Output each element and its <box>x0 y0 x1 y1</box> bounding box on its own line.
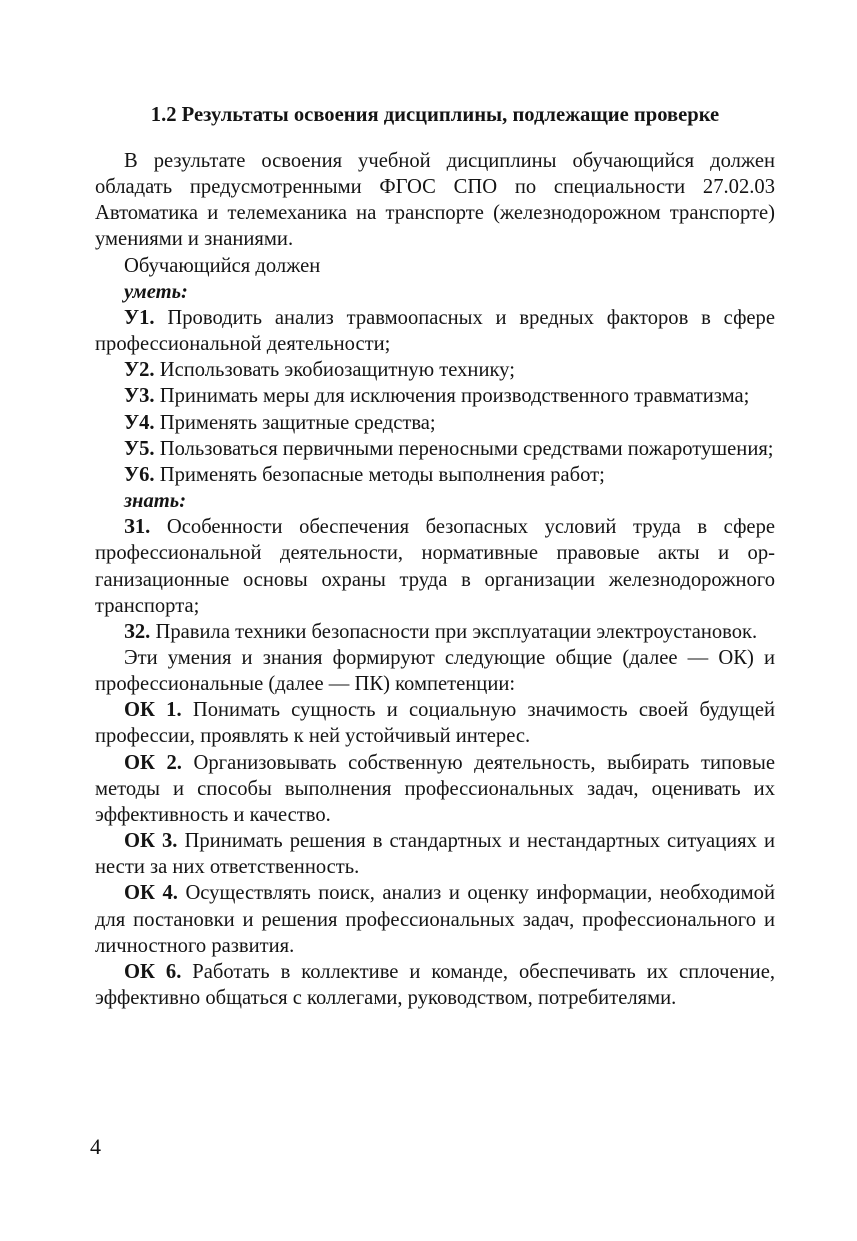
page-number: 4 <box>90 1134 101 1159</box>
item-text: Особенности обеспечения безопасных условий труда в сфере профессиональной деятельности, нормативные правовые акты и организационные основы охраны труда в организации железнодорожного транспорта; <box>95 516 776 617</box>
knowledge-list <box>95 514 775 645</box>
list-item <box>95 305 775 357</box>
competencies-list <box>95 697 775 1011</box>
intro-paragraph: В результате освоения учебной дисциплины обучающийся должен обладать предусмотренными ФГОС СПО по специальности 27.02.03 Автоматика и телемеханика на транспорте (железнодорожном транспорте) умениями и знаниями. <box>95 150 775 251</box>
item-text: Применять защитные средства; <box>159 411 436 434</box>
item-text: Правила техники безопасности при эксплуатации электроустановок. <box>155 620 758 643</box>
skills-list <box>95 305 775 488</box>
list-item <box>95 959 775 1011</box>
item-text: Понимать сущность и социальную значимость своей будущей профессии, проявлять к ней устойчивый интерес. <box>95 699 776 748</box>
item-text: Пользоваться первичными переносными средствами пожаротушения; <box>159 437 774 460</box>
list-item <box>95 828 775 880</box>
item-text: Организовывать собственную деятельность, выбирать типовые методы и способы выполнения профессиональных задач, оценивать их эффективность и качество. <box>95 751 775 826</box>
item-label: У1. <box>124 306 155 329</box>
skills-subheading-text: уметь: <box>124 280 188 303</box>
item-text: Проводить анализ травмоопасных и вредных факторов в сфере профессиональной деятельности; <box>95 306 775 356</box>
list-item <box>95 410 775 436</box>
competencies-intro: Эти умения и знания формируют следующие общие (далее — ОК) и профессиональные (далее — ПК) компетенции: <box>95 646 775 696</box>
list-item <box>95 357 775 383</box>
item-label: У5. <box>124 437 155 460</box>
item-label: З2. <box>124 620 151 643</box>
item-label: ОК 1. <box>124 699 182 722</box>
item-text: Применять безопасные методы выполнения работ; <box>159 463 605 486</box>
list-item <box>95 697 775 749</box>
item-label: У2. <box>124 359 155 382</box>
item-label: З1. <box>124 516 151 539</box>
item-label: ОК 6. <box>124 960 182 983</box>
item-label: ОК 3. <box>124 830 178 853</box>
student-must-line: Обучающийся должен <box>124 254 321 277</box>
item-label: ОК 2. <box>124 751 182 774</box>
item-label: У4. <box>124 411 155 434</box>
item-text: Принимать решения в стандартных и нестандартных ситуациях и нести за них ответственность. <box>95 830 775 879</box>
item-text: Использовать экобиозащитную технику; <box>159 359 515 382</box>
item-label: У6. <box>124 463 155 486</box>
item-label: ОК 4. <box>124 882 178 905</box>
page-body <box>95 100 775 1011</box>
knowledge-subheading <box>95 488 775 514</box>
list-item <box>95 750 775 828</box>
list-item <box>95 462 775 488</box>
item-text: Принимать меры для исключения производственного травматизма; <box>159 385 750 408</box>
skills-subheading <box>95 279 775 305</box>
list-item <box>95 880 775 958</box>
list-item <box>95 514 775 619</box>
section-heading: 1.2 Результаты освоения дисциплины, подлежащие проверке <box>150 104 720 126</box>
item-text: Работать в коллективе и команде, обеспечивать их сплочение, эффективно общаться с коллегами, руководством, потребителями. <box>95 960 775 1009</box>
list-item <box>95 383 775 409</box>
list-item <box>95 619 775 645</box>
knowledge-subheading-text: знать: <box>124 490 187 513</box>
list-item <box>95 436 775 462</box>
item-label: У3. <box>124 385 155 408</box>
item-text: Осуществлять поиск, анализ и оценку информации, необходимой для постановки и решения профессиональных задач, профессионального и личностного развития. <box>95 882 775 957</box>
